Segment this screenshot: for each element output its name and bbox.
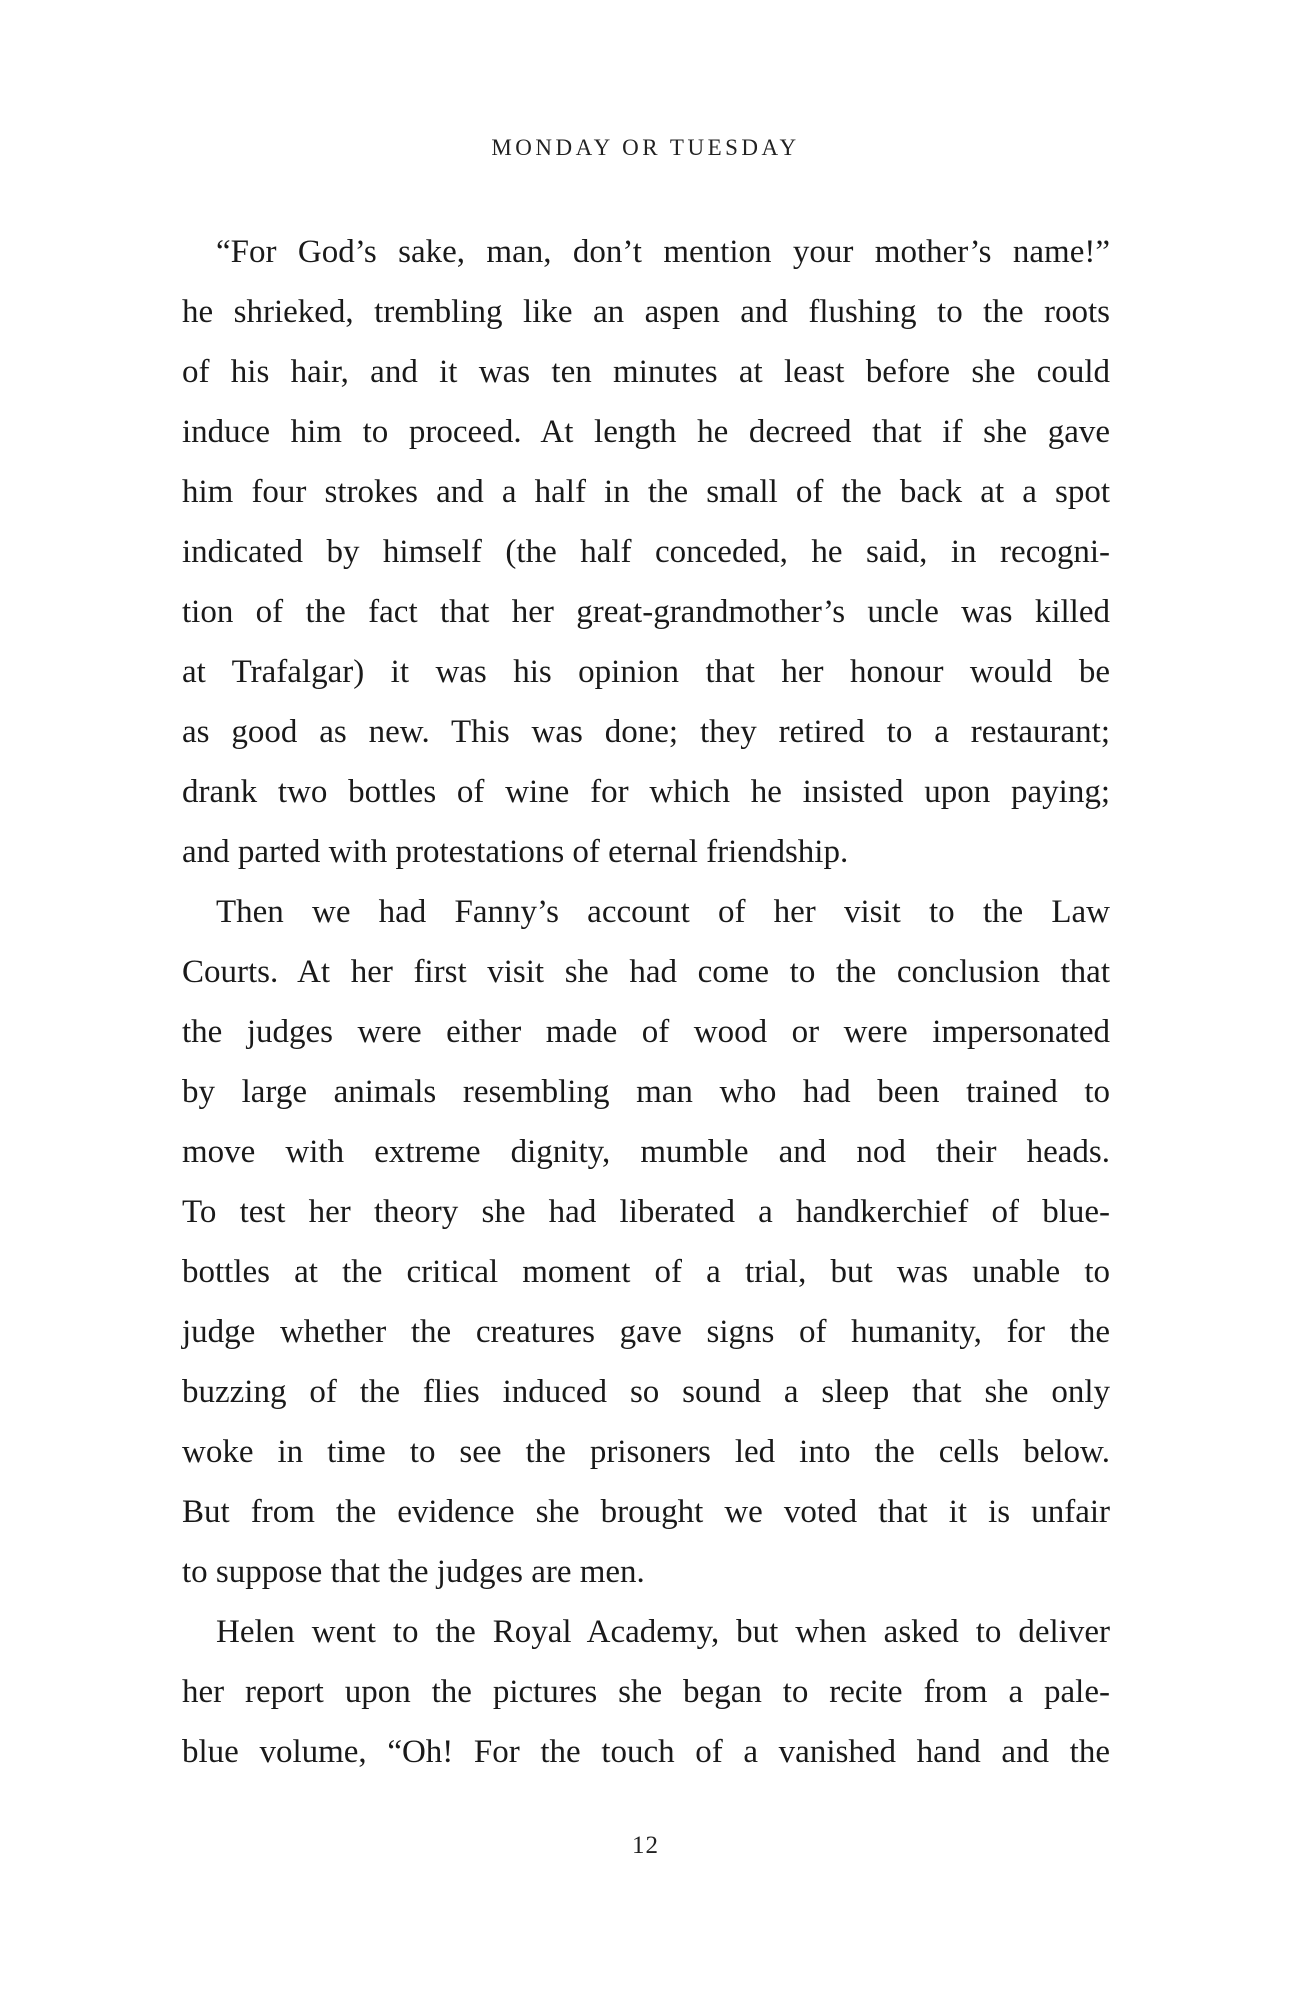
text-line: induce him to proceed. At length he decreed that if she gave xyxy=(182,414,1110,450)
text-line: indicated by himself (the half conceded, he said, in recogni- xyxy=(182,534,1110,570)
text-line: Courts. At her first visit she had come to the conclusion that xyxy=(182,954,1110,990)
page-number: 12 xyxy=(632,1832,659,1859)
text-line: tion of the fact that her great-grandmother’s uncle was killed xyxy=(182,594,1110,630)
text-line: of his hair, and it was ten minutes at least before she could xyxy=(182,354,1110,390)
text-line: at Trafalgar) it was his opinion that her honour would be xyxy=(182,654,1110,690)
text-line: Helen went to the Royal Academy, but when asked to deliver xyxy=(216,1614,1110,1650)
text-line: To test her theory she had liberated a handkerchief of blue- xyxy=(182,1194,1110,1230)
text-line: by large animals resembling man who had been trained to xyxy=(182,1074,1110,1110)
text-line: judge whether the creatures gave signs of humanity, for the xyxy=(182,1314,1110,1350)
text-line: drank two bottles of wine for which he insisted upon paying; xyxy=(182,774,1110,810)
text-line: her report upon the pictures she began to recite from a pale- xyxy=(182,1674,1110,1710)
text-line: he shrieked, trembling like an aspen and flushing to the roots xyxy=(182,294,1110,330)
text-line: buzzing of the flies induced so sound a sleep that she only xyxy=(182,1374,1110,1410)
running-head: MONDAY OR TUESDAY xyxy=(491,135,800,160)
text-line: woke in time to see the prisoners led into the cells below. xyxy=(182,1434,1110,1470)
text-line: and parted with protestations of eternal friendship. xyxy=(182,834,849,870)
text-line: bottles at the critical moment of a trial, but was unable to xyxy=(182,1254,1110,1290)
text-line: Then we had Fanny’s account of her visit to the Law xyxy=(216,894,1110,930)
text-line: “For God’s sake, man, don’t mention your mother’s name!” xyxy=(216,234,1110,270)
body-text xyxy=(182,222,1110,1782)
text-line: him four strokes and a half in the small of the back at a spot xyxy=(182,474,1110,510)
text-line: blue volume, “Oh! For the touch of a vanished hand and the xyxy=(182,1734,1110,1770)
text-line: the judges were either made of wood or were impersonated xyxy=(182,1014,1110,1050)
text-line: as good as new. This was done; they retired to a restaurant; xyxy=(182,714,1110,750)
text-line: But from the evidence she brought we voted that it is unfair xyxy=(182,1494,1110,1530)
text-line: to suppose that the judges are men. xyxy=(182,1554,645,1590)
text-line: move with extreme dignity, mumble and nod their heads. xyxy=(182,1134,1110,1170)
